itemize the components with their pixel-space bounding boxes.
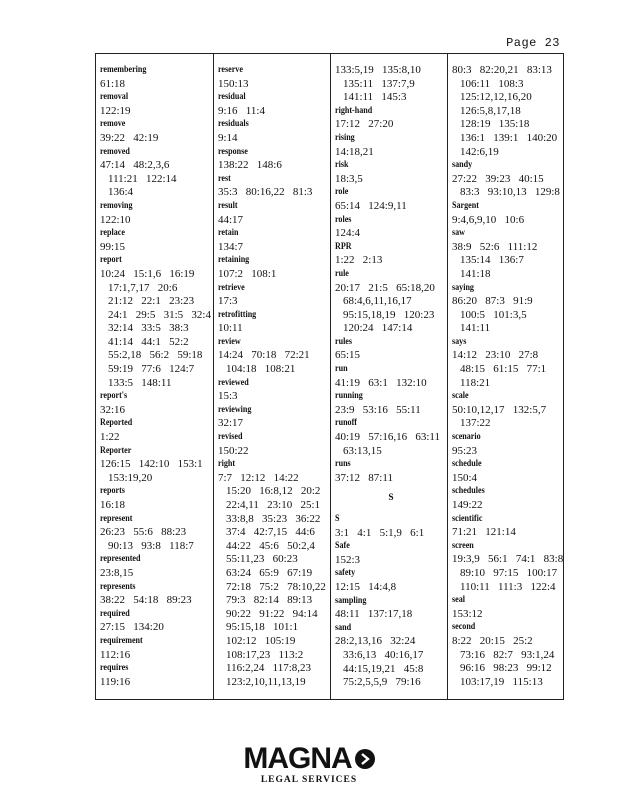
index-word: scale [452,391,469,402]
page-line-reference: 17:1,7,17 20:6 [108,281,178,294]
page-line-reference: 104:18 108:21 [226,363,296,376]
page-line-reference: 89:10 97:15 100:17 [460,566,558,579]
page-line-reference: 119:16 [100,675,131,688]
page-line-reference: 3:1 4:1 5:1,9 6:1 [335,526,425,539]
page-line-reference: 134:7 [218,240,244,253]
page-line-reference: 59:19 77:6 124:7 [108,363,195,376]
index-word: right [218,459,236,470]
page-line-reference: 7:7 12:12 14:22 [218,471,299,484]
page-line-reference: 33:6,13 40:16,17 [343,648,424,661]
page-line-reference: 26:23 55:6 88:23 [100,526,187,539]
page-line-reference: 138:22 148:6 [218,159,282,172]
index-word: retaining [218,255,250,266]
page-line-reference: 63:13,15 [343,444,382,457]
page-line-reference: 135:14 136:7 [460,254,524,267]
index-column-2 [213,54,330,699]
page-line-reference: 95:15,18 101:1 [226,621,299,634]
index-word: sandy [452,160,473,171]
index-word: Sargent [452,200,479,211]
page-line-reference: 122:19 [100,104,131,117]
page-line-reference: 10:11 [218,322,243,335]
page-line-reference: 61:18 [100,77,126,90]
index-word: result [218,200,238,211]
page-line-reference: 102:12 105:19 [226,634,296,647]
index-word: review [218,336,241,347]
index-word: Safe [335,541,350,552]
page-line-reference: 99:15 [100,240,126,253]
page-line-reference: 125:12,12,16,20 [460,91,532,104]
page-line-reference: 40:19 57:16,16 63:11 [335,431,441,444]
index-word: retain [218,228,239,239]
index-frame [95,53,564,700]
index-word: removing [100,200,133,211]
index-word: runs [335,459,351,470]
page-line-reference: 14:24 70:18 72:21 [218,349,310,362]
page-line-reference: 38:9 52:6 111:12 [452,240,538,253]
page-line-reference: 123:2,10,11,13,19 [226,675,306,688]
page-line-reference: 44:17 [218,213,244,226]
page-line-reference: 152:3 [335,553,361,566]
page-line-reference: 22:4,11 23:10 25:1 [226,499,321,511]
page-line-reference: 73:16 82:7 93:1,24 [460,648,555,661]
page-line-reference: 71:21 121:14 [452,526,516,539]
page-line-reference: 63:24 65:9 67:19 [226,566,313,579]
index-word: RPR [335,241,352,252]
page-line-reference: 20:17 21:5 65:18,20 [335,281,435,294]
page-line-reference: 35:3 80:16,22 81:3 [218,186,313,199]
page-line-reference: 17:12 27:20 [335,118,394,131]
page-line-reference: 150:4 [452,471,478,484]
index-word: run [335,364,348,375]
page-line-reference: 95:23 [452,444,478,457]
index-word: remembering [100,65,147,75]
page-line-reference: 47:14 48:2,3,6 [100,159,170,172]
logo-tagline: LEGAL SERVICES [260,775,358,785]
page-line-reference: 149:22 [452,499,483,511]
page-line-reference: 14:12 23:10 27:8 [452,349,539,362]
index-column-1 [96,54,213,699]
page-line-reference: 37:4 42:7,15 44:6 [226,526,315,539]
page-line-reference: 150:22 [218,444,249,457]
index-word: roles [335,214,352,225]
index-word: scenario [452,432,481,443]
page-line-reference: 118:21 [460,376,491,389]
page-line-reference: 18:3,5 [335,172,363,185]
index-word: S [335,514,340,524]
page-line-reference: 86:20 87:3 91:9 [452,295,533,308]
page-line-reference: 33:8,8 35:23 36:22 [226,512,321,525]
index-word: report [100,255,122,266]
index-word: represents [100,581,136,592]
page-line-reference: 10:24 15:1,6 16:19 [100,267,195,280]
page-line-reference: 126:5,8,17,18 [460,104,521,117]
page-line-reference: 55:11,23 60:23 [226,553,298,566]
page-line-reference: 135:11 137:7,9 [343,77,415,90]
page-line-reference: 15:20 16:8,12 20:2 [226,485,321,498]
page-line-reference: 44:15,19,21 45:8 [343,662,424,675]
page-line-reference: 37:12 87:11 [335,471,393,484]
index-word: reviewed [218,377,249,388]
page-line-reference: 48:15 61:15 77:1 [460,363,547,376]
page-line-reference: 142:6,19 [460,145,499,158]
page-line-reference: 141:11 [460,322,491,335]
page-line-reference: 55:2,18 56:2 59:18 [108,349,203,362]
page-line-reference: 14:18,21 [335,145,374,158]
index-word: removal [100,92,129,103]
page-line-reference: 110:11 111:3 122:4 [460,580,556,593]
index-word: rising [335,132,355,143]
index-word: represented [100,554,141,565]
index-word: replace [100,228,125,239]
page-line-reference: 122:10 [100,213,131,226]
page-line-reference: 75:2,5,5,9 79:16 [343,676,421,689]
index-word: Reporter [100,445,132,456]
page-line-reference: 150:13 [218,77,249,90]
index-word: sand [335,622,352,633]
page-line-reference: 9:16 11:4 [218,104,265,117]
index-word: sampling [335,595,367,606]
index-word: retrieve [218,282,245,293]
page-line-reference: 141:18 [460,267,491,280]
page-line-reference: 44:22 45:6 50:2,4 [226,539,315,552]
page-line-reference: 108:17,23 113:2 [226,648,304,661]
page-line-reference: 28:2,13,16 32:24 [335,635,416,648]
index-word: removed [100,146,130,157]
index-word: saw [452,228,465,239]
index-word: represent [100,513,133,524]
page-line-reference: 27:15 134:20 [100,621,164,634]
page-line-reference: 21:12 22:1 23:23 [108,295,195,308]
index-word: rest [218,173,231,184]
index-word: required [100,608,130,619]
page-line-reference: 72:18 75:2 78:10,22 [226,580,326,593]
page-line-reference: 136:4 [108,186,134,199]
page-line-reference: 133:5,19 135:8,10 [335,64,421,76]
page-line-reference: 111:21 122:14 [108,172,177,185]
index-word: revised [218,432,243,443]
index-word: safety [335,568,356,579]
index-word: rules [335,336,353,347]
index-word: runoff [335,418,357,429]
page-line-reference: 103:17,19 115:13 [460,675,543,688]
page-line-reference: 153:19,20 [108,471,153,484]
index-word: saying [452,282,474,293]
page-line-reference: 9:14 [218,131,238,144]
index-word: risk [335,160,349,171]
index-word: report's [100,391,128,402]
index-word: scientific [452,513,483,524]
page-line-reference: 23:9 53:16 55:11 [335,403,421,416]
index-word: remove [100,119,126,130]
index-word: rule [335,268,349,279]
page-line-reference: 32:14 33:5 38:3 [108,322,189,335]
page-line-reference: 38:22 54:18 89:23 [100,594,192,607]
index-column-4 [447,54,565,699]
page-line-reference: 9:4,6,9,10 10:6 [452,213,525,226]
page-line-reference: 133:5 148:11 [108,376,172,389]
page-line-reference: 90:22 91:22 94:14 [226,607,318,620]
page-line-reference: 32:16 [100,403,126,416]
page-line-reference: 41:19 63:1 132:10 [335,376,427,389]
index-word: schedules [452,486,485,497]
index-word: reviewing [218,404,252,415]
page-line-reference: 100:5 101:3,5 [460,308,527,321]
right-arrow-icon [355,749,375,769]
page-line-reference: 95:15,18,19 120:23 [343,308,435,321]
page-line-reference: 141:11 145:3 [343,91,407,104]
index-word: retrofitting [218,309,257,320]
magna-logo [0,744,618,785]
logo-brand-text: MAGNA [243,742,352,775]
index-word: schedule [452,459,482,470]
index-word: seal [452,595,465,606]
page-line-reference: 106:11 108:3 [460,77,524,90]
index-column-3 [330,54,447,699]
page-line-reference: 112:16 [100,648,131,661]
index-word: requirement [100,635,143,646]
page-line-reference: 15:3 [218,390,238,403]
page-line-reference: 12:15 14:4,8 [335,580,397,593]
index-word: screen [452,540,474,551]
page-line-reference: 96:16 98:23 99:12 [460,662,552,675]
index-word: response [218,146,248,157]
page-line-reference: 128:19 135:18 [460,118,530,131]
page-line-reference: 24:1 29:5 31:5 32:4 [108,308,211,321]
index-word: requires [100,663,129,674]
page-line-reference: 1:22 2:13 [335,254,383,267]
page-line-reference: 79:3 82:14 89:13 [226,594,313,607]
page-line-reference: 19:3,9 56:1 74:1 83:8 [452,553,564,566]
page-line-reference: 137:22 [460,417,491,430]
page-line-reference: 116:2,24 117:8,23 [226,662,312,675]
page-number: Page 23 [506,36,560,50]
index-word: second [452,622,476,633]
page-line-reference: 90:13 93:8 118:7 [108,539,194,552]
index-word: role [335,187,349,198]
page-line-reference: 153:12 [452,607,483,620]
page-line-reference: 120:24 147:14 [343,322,413,335]
page-line-reference: 17:3 [218,295,238,308]
index-word: running [335,391,363,402]
page-line-reference: 50:10,12,17 132:5,7 [452,403,547,416]
page-line-reference: 27:22 39:23 40:15 [452,172,544,185]
page-line-reference: 32:17 [218,417,244,430]
index-word: residual [218,92,246,103]
page-line-reference: 136:1 139:1 140:20 [460,131,558,144]
logo-wordmark [243,744,374,774]
page-line-reference: 83:3 93:10,13 129:8 [460,186,560,199]
page-line-reference: 39:22 42:19 [100,131,159,144]
page-line-reference: 80:3 82:20,21 83:13 [452,64,552,76]
page-line-reference: 8:22 20:15 25:2 [452,634,533,647]
page-line-reference: 48:11 137:17,18 [335,608,413,621]
page-line-reference: 41:14 44:1 52:2 [108,335,189,348]
page-line-reference: 1:22 [100,431,120,444]
page-line-reference: 68:4,6,11,16,17 [343,295,412,308]
index-word: Reported [100,418,133,429]
page-line-reference: 65:14 124:9,11 [335,199,407,212]
index-word: says [452,336,467,347]
page-line-reference: 16:18 [100,499,126,511]
section-letter: S [388,493,394,504]
page-line-reference: 23:8,15 [100,566,134,579]
page-line-reference: 124:4 [335,227,361,240]
index-word: reserve [218,65,243,75]
index-word: right-hand [335,105,373,116]
page-line-reference: 65:15 [335,349,361,362]
page-line-reference: 126:15 142:10 153:1 [100,458,203,471]
page-line-reference: 107:2 108:1 [218,267,277,280]
index-word: residuals [218,119,249,130]
index-word: reports [100,486,125,497]
